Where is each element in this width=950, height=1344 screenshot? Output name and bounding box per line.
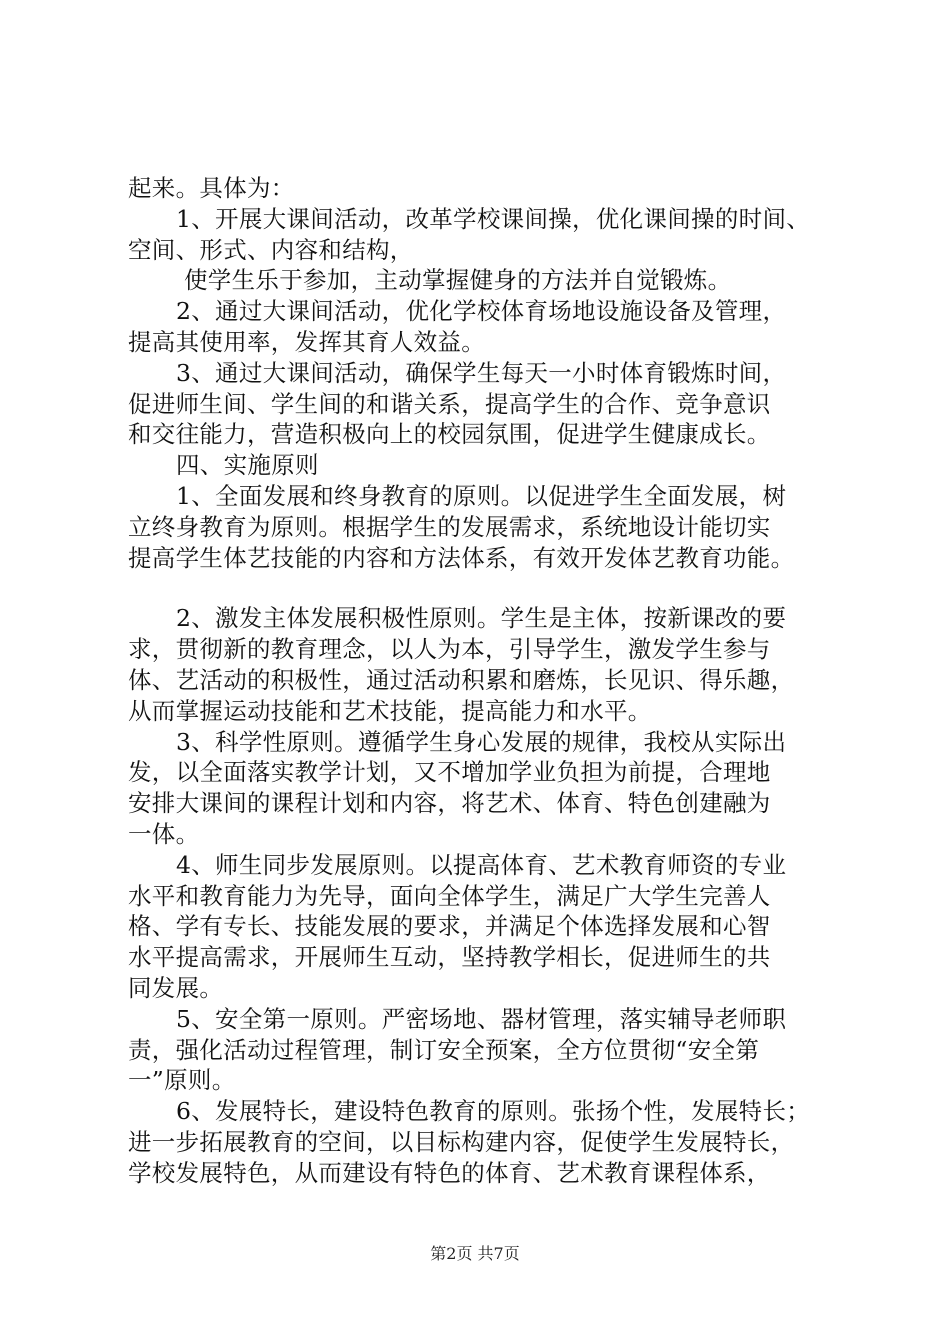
text-line: 空间、形式、内容和结构， bbox=[128, 235, 414, 264]
text-line: 4、师生同步发展原则。以提高体育、艺术教育师资的专业 bbox=[176, 850, 787, 879]
section-heading: 四、实施原则 bbox=[176, 451, 319, 480]
text-line: 1、全面发展和终身教育的原则。以促进学生全面发展，树 bbox=[176, 481, 787, 510]
text-line: 发，以全面落实教学计划，又不增加学业负担为前提，合理地 bbox=[128, 758, 771, 787]
text-line: 起来。具体为： bbox=[128, 174, 295, 202]
text-line: 2、通过大课间活动，优化学校体育场地设施设备及管理， bbox=[176, 297, 787, 326]
text-line: 立终身教育为原则。根据学生的发展需求，系统地设计能切实 bbox=[128, 512, 771, 541]
text-line: 1、开展大课间活动，改革学校课间操，优化课间操的时间、 bbox=[176, 204, 811, 233]
document-body bbox=[128, 173, 838, 1189]
text-line: 求，贯彻新的教育理念，以人为本，引导学生，激发学生参与 bbox=[128, 635, 771, 664]
text-line: 水平和教育能力为先导，面向全体学生，满足广大学生完善人 bbox=[128, 881, 771, 910]
text-line: 促进师生间、学生间的和谐关系，提高学生的合作、竞争意识 bbox=[128, 389, 771, 418]
text-line: 2、激发主体发展积极性原则。学生是主体，按新课改的要 bbox=[176, 604, 787, 633]
text-line: 使学生乐于参加，主动掌握健身的方法并自觉锻炼。 bbox=[184, 266, 732, 295]
text-line: 提高其使用率，发挥其育人效益。 bbox=[128, 327, 485, 356]
text-line: 提高学生体艺技能的内容和方法体系，有效开发体艺教育功能。 bbox=[128, 543, 795, 572]
text-line: 同发展。 bbox=[128, 973, 224, 1002]
text-line: 一体。 bbox=[128, 819, 200, 848]
text-line: 5、安全第一原则。严密场地、器材管理，落实辅导老师职 bbox=[176, 1004, 787, 1033]
page-number-footer: 第2页 共7页 bbox=[430, 1244, 520, 1263]
text-line: 进一步拓展教育的空间，以目标构建内容，促使学生发展特长， bbox=[128, 1127, 795, 1156]
text-line: 从而掌握运动技能和艺术技能，提高能力和水平。 bbox=[128, 696, 652, 725]
text-line: 水平提高需求，开展师生互动，坚持教学相长，促进师生的共 bbox=[128, 943, 771, 972]
paragraph-gap bbox=[128, 573, 838, 603]
text-line: 一”原则。 bbox=[128, 1066, 236, 1095]
text-line: 格、学有专长、技能发展的要求，并满足个体选择发展和心智 bbox=[128, 912, 771, 941]
text-line: 安排大课间的课程计划和内容，将艺术、体育、特色创建融为 bbox=[128, 789, 771, 818]
text-line: 3、科学性原则。遵循学生身心发展的规律，我校从实际出 bbox=[176, 727, 787, 756]
text-line: 责，强化活动过程管理，制订安全预案，全方位贯彻“安全第 bbox=[128, 1035, 760, 1064]
text-line: 学校发展特色，从而建设有特色的体育、艺术教育课程体系， bbox=[128, 1158, 771, 1187]
text-line: 体、艺活动的积极性，通过活动积累和磨炼，长见识、得乐趣， bbox=[128, 665, 795, 694]
text-line: 6、发展特长，建设特色教育的原则。张扬个性，发展特长； bbox=[176, 1097, 811, 1126]
text-line: 3、通过大课间活动，确保学生每天一小时体育锻炼时间， bbox=[176, 358, 787, 387]
text-line: 和交往能力，营造积极向上的校园氛围，促进学生健康成长。 bbox=[128, 420, 771, 449]
